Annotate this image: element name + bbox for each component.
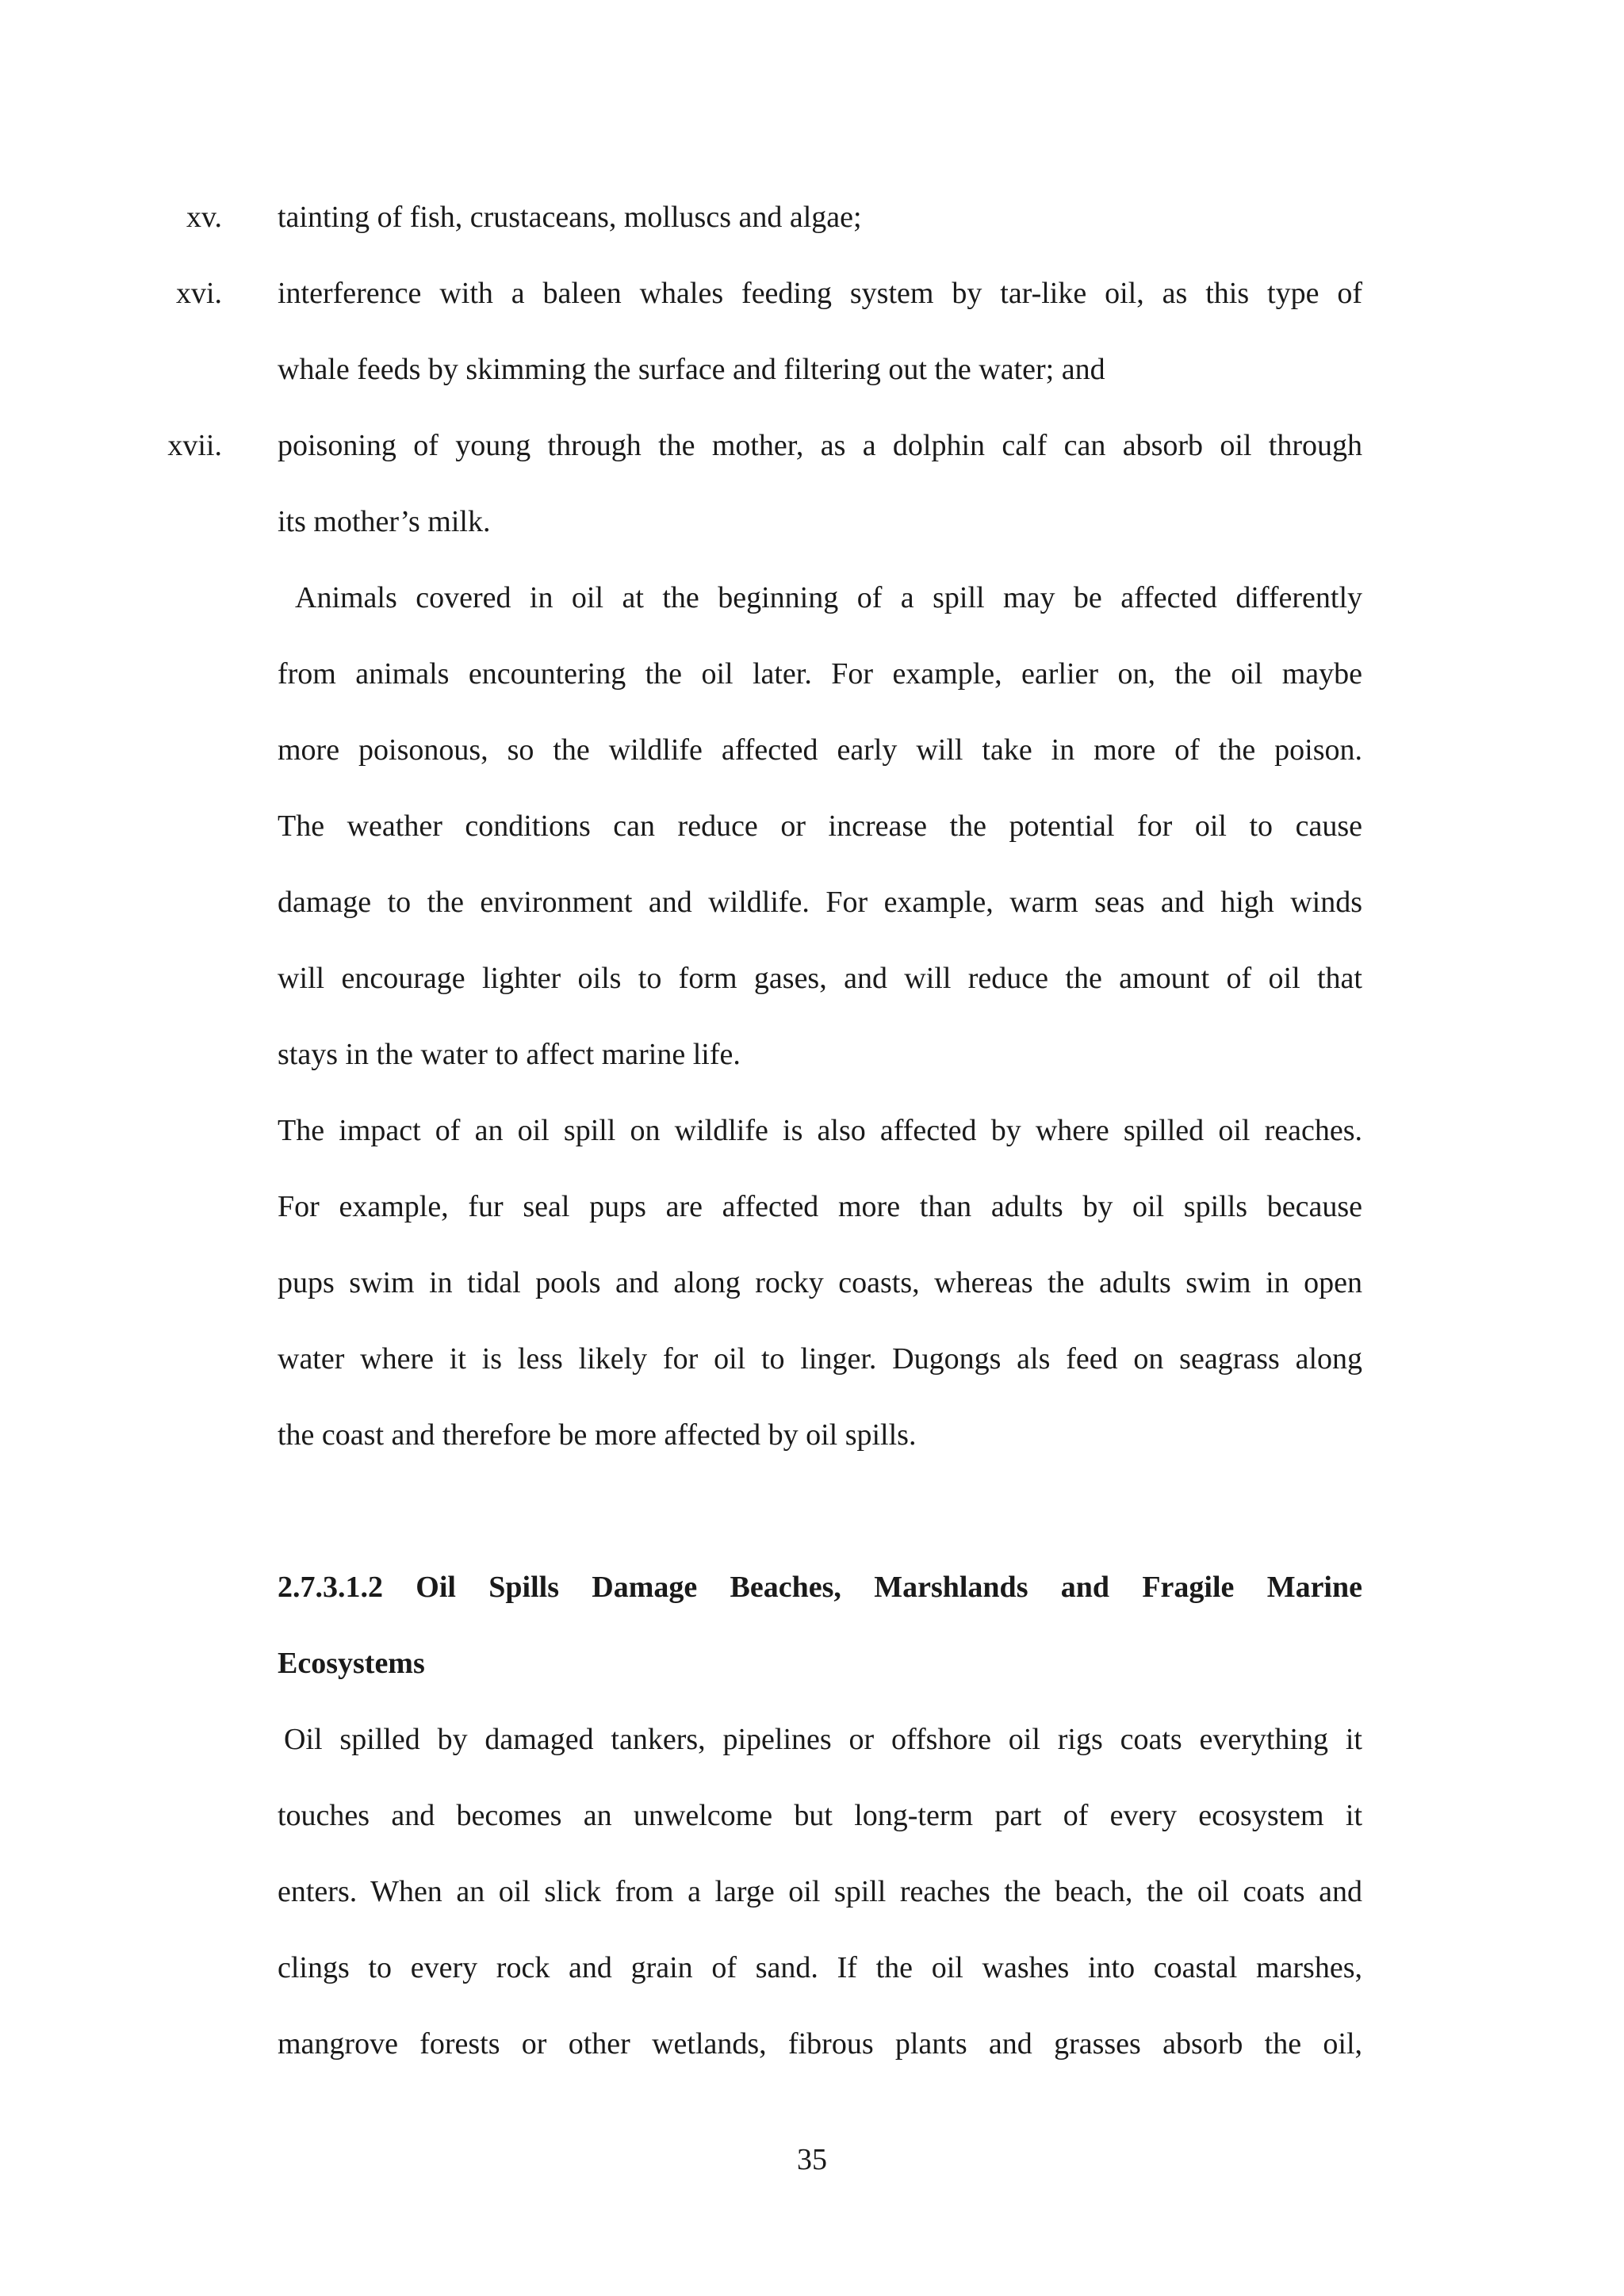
list-item-xvii-line-1: poisoning of young through the mother, as a dolphin calf can absorb oil through bbox=[278, 429, 1362, 462]
section-heading-line-2: Ecosystems bbox=[278, 1647, 425, 1680]
paragraph-2-line-3: pups swim in tidal pools and along rocky coasts, whereas the adults swim in open bbox=[278, 1266, 1362, 1299]
list-item-xvi-line-1: interference with a baleen whales feeding system by tar-like oil, as this type of bbox=[278, 277, 1362, 310]
paragraph-3-line-4: clings to every rock and grain of sand. If the oil washes into coastal marshes, bbox=[278, 1951, 1362, 1984]
paragraph-3-line-1: Oil spilled by damaged tankers, pipelines or offshore oil rigs coats everything it bbox=[284, 1723, 1362, 1756]
list-item-xv-line-1: tainting of fish, crustaceans, molluscs and algae; bbox=[278, 201, 862, 234]
paragraph-2-line-1: The impact of an oil spill on wildlife is also affected by where spilled oil reaches. bbox=[278, 1114, 1362, 1147]
section-heading-line-1: 2.7.3.1.2 Oil Spills Damage Beaches, Marshlands and Fragile Marine bbox=[278, 1571, 1362, 1604]
paragraph-1-line-3: more poisonous, so the wildlife affected early will take in more of the poison. bbox=[278, 733, 1362, 767]
paragraph-1-line-4: The weather conditions can reduce or increase the potential for oil to cause bbox=[278, 809, 1362, 843]
paragraph-3-line-2: touches and becomes an unwelcome but long-term part of every ecosystem it bbox=[278, 1799, 1362, 1832]
list-item-xvii-line-2: its mother’s milk. bbox=[278, 505, 491, 538]
list-numeral-xv: xv. bbox=[186, 201, 222, 234]
paragraph-1-line-7: stays in the water to affect marine life. bbox=[278, 1038, 741, 1071]
paragraph-1-line-5: damage to the environment and wildlife. For example, warm seas and high winds bbox=[278, 886, 1362, 919]
paragraph-1-line-2: from animals encountering the oil later. For example, earlier on, the oil maybe bbox=[278, 657, 1362, 691]
page-number: 35 bbox=[797, 2143, 827, 2176]
paragraph-2-line-2: For example, fur seal pups are affected more than adults by oil spills because bbox=[278, 1190, 1362, 1223]
paragraph-3-line-3: enters. When an oil slick from a large oil spill reaches the beach, the oil coats and bbox=[278, 1875, 1362, 1908]
list-numeral-xvi: xvi. bbox=[175, 277, 222, 310]
paragraph-2-line-4: water where it is less likely for oil to linger. Dugongs als feed on seagrass along bbox=[278, 1342, 1362, 1376]
paragraph-1-line-6: will encourage lighter oils to form gases, and will reduce the amount of oil that bbox=[278, 962, 1362, 995]
paragraph-2-line-5: the coast and therefore be more affected by oil spills. bbox=[278, 1418, 917, 1452]
list-item-xvi-line-2: whale feeds by skimming the surface and filtering out the water; and bbox=[278, 353, 1105, 386]
paragraph-3-line-5: mangrove forests or other wetlands, fibrous plants and grasses absorb the oil, bbox=[278, 2027, 1362, 2061]
list-numeral-xvii: xvii. bbox=[167, 429, 222, 462]
paragraph-1-line-1: Animals covered in oil at the beginning of a spill may be affected differently bbox=[295, 581, 1362, 614]
